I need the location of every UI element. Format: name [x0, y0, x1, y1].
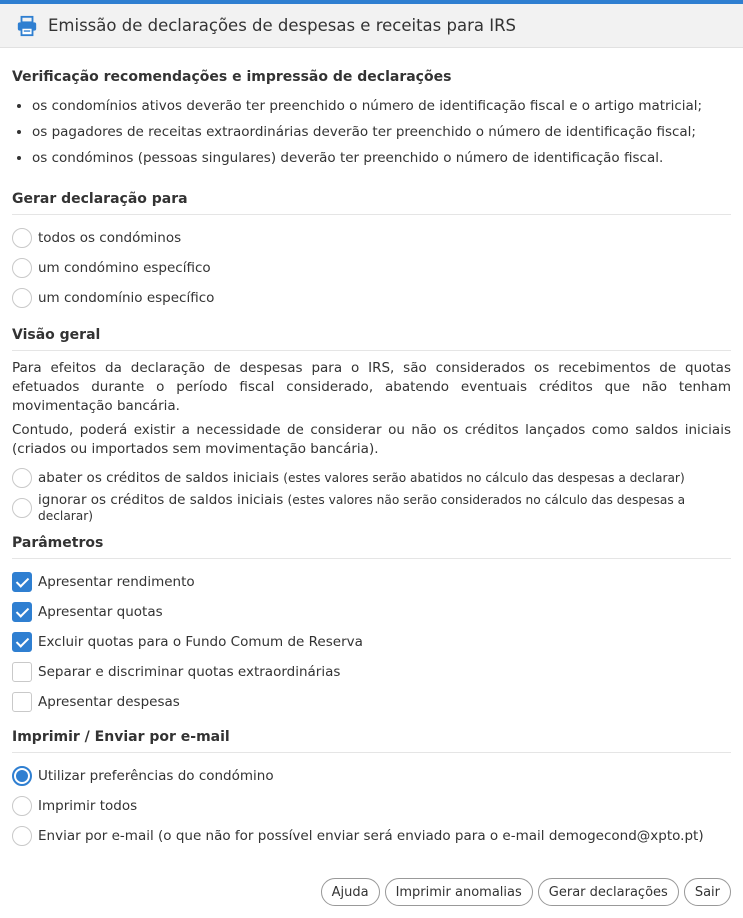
checkbox-label: Separar e discriminar quotas extraordinárias [38, 664, 341, 680]
radio-deduct-credits[interactable] [12, 463, 731, 493]
checkbox-label: Apresentar rendimento [38, 574, 195, 590]
checkbox-label: Excluir quotas para o Fundo Comum de Reserva [38, 634, 363, 650]
radio-label: Utilizar preferências do condómino [38, 768, 274, 784]
radio-label [38, 492, 731, 524]
print-anomalies-button[interactable]: Imprimir anomalias [385, 878, 533, 906]
option-label: abater os créditos de saldos iniciais [38, 470, 279, 486]
radio-owner-preferences[interactable] [12, 761, 731, 791]
checkbox-exclude-reserve-fund[interactable] [12, 627, 731, 657]
checkbox-show-quotas[interactable] [12, 597, 731, 627]
checkbox[interactable] [12, 632, 32, 652]
checkbox-show-expenses[interactable] [12, 687, 731, 717]
generate-for-title: Gerar declaração para [12, 191, 731, 215]
list-item: • os pagadores de receitas extraordinárias deverão ter preenchido o número de identificação fiscal; [32, 119, 731, 145]
radio-ignore-credits[interactable] [12, 493, 731, 523]
dialog-header [0, 4, 743, 48]
exit-button[interactable]: Sair [684, 878, 731, 906]
radio-label: Enviar por e-mail (o que não for possível enviar será enviado para o e-mail demogecond@xpto.pt) [38, 828, 704, 844]
verification-list [12, 93, 731, 171]
radio-print-all[interactable] [12, 791, 731, 821]
radio-send-email[interactable] [12, 821, 731, 851]
option-note: (estes valores não serão considerados no cálculo das despesas a declarar) [38, 493, 686, 523]
checkbox[interactable] [12, 692, 32, 712]
overview-paragraph: Para efeitos da declaração de despesas para o IRS, são considerados os recebimentos de quotas efetuados durante o período fiscal considerado, abatendo eventuais créditos que não tenham movimentação bancária. [12, 360, 731, 414]
checkbox-separate-extra-quotas[interactable] [12, 657, 731, 687]
list-item: • os condomínios ativos deverão ter preenchido o número de identificação fiscal e o artigo matricial; [32, 93, 731, 119]
radio-button[interactable] [12, 498, 32, 518]
radio-button[interactable] [12, 826, 32, 846]
radio-label: todos os condóminos [38, 230, 182, 246]
radio-specific-condo[interactable] [12, 283, 731, 313]
checkbox[interactable] [12, 602, 32, 622]
radio-button[interactable] [12, 258, 32, 278]
radio-button[interactable] [12, 288, 32, 308]
radio-label: Imprimir todos [38, 798, 138, 814]
radio-specific-owner[interactable] [12, 253, 731, 283]
page-title: Emissão de declarações de despesas e receitas para IRS [48, 16, 517, 35]
radio-label: um condómino específico [38, 260, 211, 276]
print-send-title: Imprimir / Enviar por e-mail [12, 729, 731, 753]
button-bar [321, 878, 731, 906]
parameters-title: Parâmetros [12, 535, 731, 559]
overview-title: Visão geral [12, 327, 731, 351]
radio-button[interactable] [12, 468, 32, 488]
list-item: • os condóminos (pessoas singulares) deverão ter preenchido o número de identificação fiscal. [32, 145, 731, 171]
verification-title: Verificação recomendações e impressão de declarações [12, 69, 452, 85]
option-note: (estes valores serão abatidos no cálculo das despesas a declarar) [283, 471, 685, 485]
radio-button[interactable] [12, 796, 32, 816]
checkbox-label: Apresentar quotas [38, 604, 163, 620]
option-label: ignorar os créditos de saldos iniciais [38, 492, 284, 508]
printer-icon [16, 15, 38, 37]
checkbox[interactable] [12, 662, 32, 682]
checkbox-show-income[interactable] [12, 567, 731, 597]
radio-all-owners[interactable] [12, 223, 731, 253]
radio-button[interactable] [12, 766, 32, 786]
generate-declarations-button[interactable]: Gerar declarações [538, 878, 679, 906]
checkbox[interactable] [12, 572, 32, 592]
dialog-content [0, 69, 743, 851]
checkbox-label: Apresentar despesas [38, 694, 180, 710]
radio-label [38, 470, 685, 486]
radio-button[interactable] [12, 228, 32, 248]
overview-paragraph: Contudo, poderá existir a necessidade de considerar ou não os créditos lançados como saldos iniciais (criados ou importados sem movimentação bancária). [12, 422, 731, 457]
radio-label: um condomínio específico [38, 290, 215, 306]
help-button[interactable]: Ajuda [321, 878, 380, 906]
